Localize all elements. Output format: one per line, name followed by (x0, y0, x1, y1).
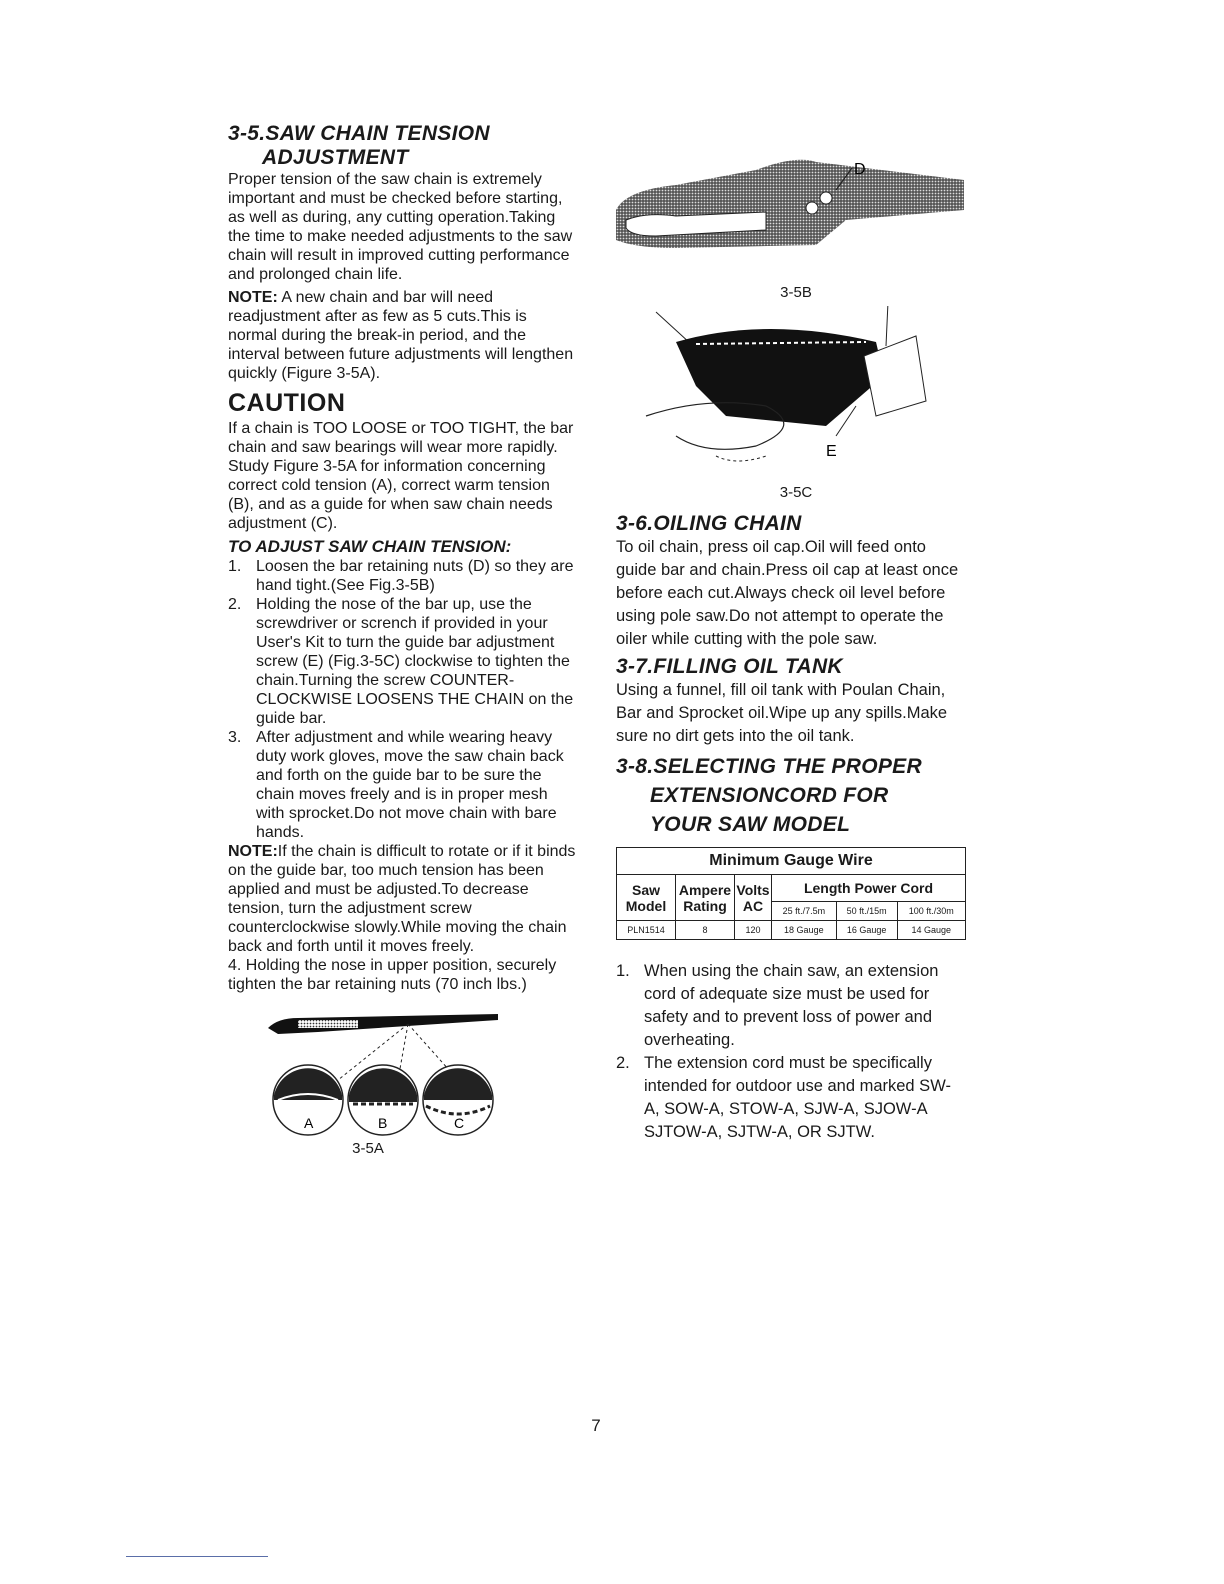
caution-paragraph: If a chain is TOO LOOSE or TOO TIGHT, the bar chain and saw bearings will wear more rapidly. Study Figure 3-5A for information concerning correct cold tension (A), correct warm tension (B), and as a guide for when saw chain needs adjustment (C). (228, 420, 574, 532)
header-ampere-rating: Ampere Rating (676, 875, 735, 921)
list-item (616, 960, 964, 1052)
right-column (616, 150, 964, 1144)
section-title-line2: EXTENSIONCORD FOR (650, 784, 889, 807)
section-3-8-title (616, 752, 964, 839)
cell-gauge-25: 18 Gauge (772, 921, 837, 940)
figure-3-5b-caption: 3-5B (780, 284, 812, 301)
header-volts-ac: Volts AC (735, 875, 772, 921)
section-3-7-title: 3-7.FILLING OIL TANK (616, 655, 843, 678)
table-row (617, 921, 966, 940)
note-text: A new chain and bar will need readjustment after as few as 5 cuts.This is normal during the break-in period, and the interval between future adjustments will lengthen quickly (Figure 3-5A). (228, 289, 574, 382)
extension-cord-steps-list (616, 960, 964, 1144)
label-e: E (826, 443, 837, 460)
header-length-25: 25 ft./7.5m (772, 902, 837, 921)
intro-paragraph: Proper tension of the saw chain is extremely important and must be checked before starting, as well as during, any cutting operation.Taking the time to make needed adjustments to the saw chain will result in improved cutting performance and prolonged chain life. (228, 171, 573, 283)
note-paragraph-1 (228, 288, 576, 383)
list-item (228, 595, 576, 728)
step-number: 2. (228, 596, 242, 613)
step-text: Holding the nose of the bar up, use the screwdriver or scrench if provided in your User's Kit to turn the guide bar adjustment screw (E) (Fig.3-5C) clockwise to tighten the chain.Turning the screw COUNTER-CLOCKWISE LOOSENS THE CHAIN on the guide bar. (256, 596, 574, 727)
section-title-line1: 3-8.SELECTING THE PROPER (616, 755, 922, 778)
chain-tension-illustration (258, 1010, 518, 1140)
figure-3-5a-caption: 3-5A (352, 1140, 384, 1157)
label-a: A (304, 1115, 314, 1131)
list-item (228, 557, 576, 595)
adjust-steps-list (228, 557, 576, 842)
cell-volts: 120 (735, 921, 772, 940)
section-title-line1: 3-5.SAW CHAIN TENSION (228, 122, 490, 145)
figure-3-5c (616, 306, 964, 506)
table-title: Minimum Gauge Wire (617, 848, 966, 875)
section-title-line3: YOUR SAW MODEL (650, 813, 851, 836)
figure-3-5a (258, 1010, 518, 1160)
label-b: B (378, 1115, 388, 1131)
figure-3-5c-caption: 3-5C (779, 484, 813, 501)
note-label: NOTE: (228, 843, 278, 860)
step-4-paragraph: 4. Holding the nose in upper position, securely tighten the bar retaining nuts (70 inch lbs.) (228, 957, 557, 993)
step-text: Loosen the bar retaining nuts (D) so they are hand tight.(See Fig.3-5B) (256, 558, 574, 594)
section-3-5-title (228, 122, 576, 170)
note-text: If the chain is difficult to rotate or if it binds on the guide bar, too much tension has been applied and must be adjusted.To decrease tension, turn the adjustment screw counterclockwise slowly.While moving the chain back and forth until it moves freely. (228, 843, 576, 955)
step-number: 1. (616, 962, 630, 980)
label-d: D (854, 161, 866, 178)
adjustment-screw-illustration (616, 306, 964, 474)
step-text: The extension cord must be specifically intended for outdoor use and marked SW-A, SOW-A, STOW-A, SJW-A, SJOW-A SJTOW-A, SJTW-A, OR SJTW. (644, 1054, 951, 1141)
label-c: C (454, 1115, 465, 1131)
cell-gauge-100: 14 Gauge (897, 921, 965, 940)
step-text: After adjustment and while wearing heavy duty work gloves, move the saw chain back and forth on the guide bar to be sure the chain moves freely and is in proper mesh with sprocket.Do not move chain with bare hands. (256, 729, 564, 841)
header-saw-model: Saw Model (617, 875, 676, 921)
section-title-line2: ADJUSTMENT (262, 146, 409, 169)
oiling-paragraph: To oil chain, press oil cap.Oil will feed onto guide bar and chain.Press oil cap at least once before each cut.Always check oil level before using pole saw.Do not attempt to operate the oiler while cutting with the pole saw. (616, 538, 959, 648)
gauge-wire-table (616, 847, 966, 940)
left-column (228, 122, 576, 1160)
list-item (616, 1052, 964, 1144)
adjust-heading: TO ADJUST SAW CHAIN TENSION: (228, 537, 512, 556)
step-number: 2. (616, 1054, 630, 1072)
step-text: When using the chain saw, an extension cord of adequate size must be used for safety and to prevent loss of power and overheating. (644, 962, 939, 1049)
page-number: 7 (591, 1416, 601, 1435)
step-number: 1. (228, 558, 242, 575)
figure-3-5b (616, 150, 964, 306)
note-paragraph-2 (228, 842, 576, 956)
cell-amp: 8 (676, 921, 735, 940)
cell-model: PLN1514 (617, 921, 676, 940)
cell-gauge-50: 16 Gauge (836, 921, 897, 940)
step-number: 3. (228, 729, 242, 746)
bar-retaining-nuts-illustration (616, 150, 964, 270)
header-length-50: 50 ft./15m (836, 902, 897, 921)
list-item (228, 728, 576, 842)
header-length-power-cord: Length Power Cord (772, 875, 966, 902)
caution-heading: CAUTION (228, 389, 346, 417)
header-length-100: 100 ft./30m (897, 902, 965, 921)
filling-paragraph: Using a funnel, fill oil tank with Poulan Chain, Bar and Sprocket oil.Wipe up any spills.Make sure no dirt gets into the oil tank. (616, 681, 948, 745)
footer-rule (126, 1556, 268, 1557)
section-3-6-title: 3-6.OILING CHAIN (616, 512, 802, 535)
note-label: NOTE: (228, 289, 278, 306)
